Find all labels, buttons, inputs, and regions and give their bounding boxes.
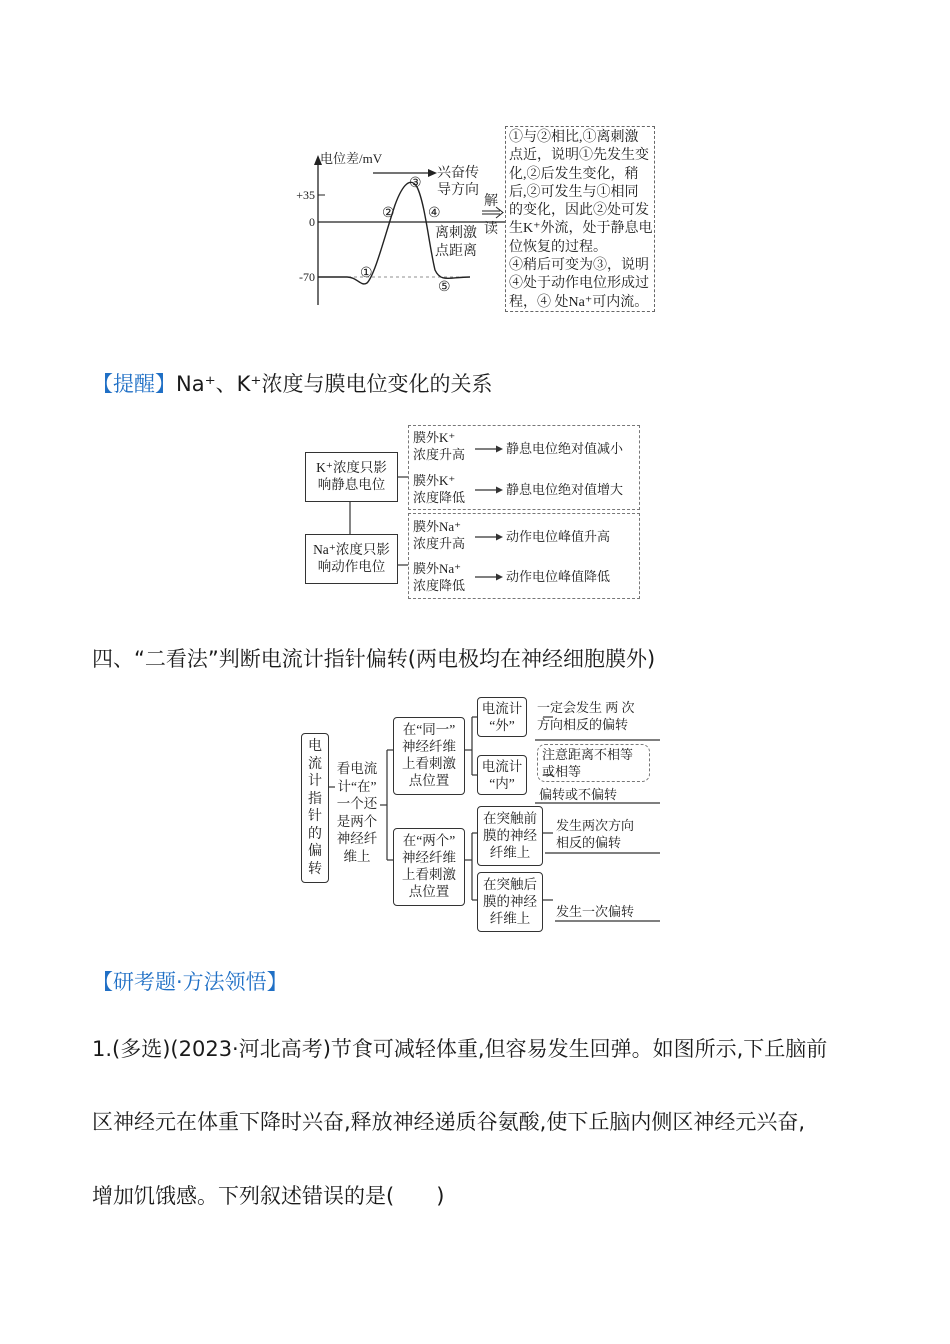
interp-line: 的变化，因此②处可发 xyxy=(509,203,649,219)
two-line: 上看刺激 xyxy=(402,867,456,882)
question1-line1: 1.(多选)(2023·河北高考)节食可减轻体重,但容易发生回弹。如图所示,下丘脑前 xyxy=(92,1037,828,1061)
k-down-line1: 膜外K⁺ xyxy=(413,473,456,488)
na-down-line2: 浓度降低 xyxy=(413,578,466,593)
na-up-line1: 膜外Na⁺ xyxy=(413,519,462,534)
interp-line: ①与②相比,①离刺激 xyxy=(509,130,639,145)
root-char: 偏 xyxy=(308,844,322,859)
question1-line2: 区神经元在体重下降时兴奋,释放神经递质谷氨酸,使下丘脑内侧区神经元兴奋, xyxy=(92,1110,806,1134)
interp-line: 后,②可发生与①相同 xyxy=(509,184,639,200)
point-5: ⑤ xyxy=(438,280,451,295)
root-char: 转 xyxy=(308,861,322,877)
root-char: 流 xyxy=(308,756,322,772)
pre-line: 膜的神经 xyxy=(483,828,537,843)
look-line: 看电流 xyxy=(336,761,378,776)
outer-result-line: 一定会发生 两 次 xyxy=(537,700,635,715)
tick-minus70: -70 xyxy=(299,270,315,284)
interp-line: 生K⁺外流，处于静息电 xyxy=(509,221,653,237)
same-line: 神经纤维 xyxy=(402,739,456,754)
distance-note xyxy=(537,744,650,782)
question1-line3: 增加饥饿感。下列叙述错误的是( ) xyxy=(92,1184,445,1208)
pre-result-line: 发生两次方向 xyxy=(556,818,635,833)
interpretation-box xyxy=(505,126,655,312)
presynaptic-box xyxy=(477,806,543,866)
na-down-label xyxy=(413,560,465,594)
root-char: 针 xyxy=(308,809,322,824)
k-up-result: 静息电位绝对值减小 xyxy=(506,441,624,456)
read-char-1: 解 xyxy=(484,194,498,209)
k-down-line2: 浓度降低 xyxy=(413,490,466,505)
k-up-line2: 浓度升高 xyxy=(413,447,466,462)
meter-outer-box xyxy=(477,697,527,737)
look-line: 维上 xyxy=(343,848,371,864)
interp-line: 位恢复的过程。 xyxy=(509,239,607,255)
point-1: ① xyxy=(360,266,373,281)
post-result: 发生一次偏转 xyxy=(556,904,635,919)
na-up-line2: 浓度升高 xyxy=(413,536,466,551)
pre-line: 在突触前 xyxy=(483,811,537,826)
postsynaptic-box xyxy=(477,872,543,932)
section4-title: 四、“二看法”判断电流计指针偏转(两电极均在神经细胞膜外) xyxy=(92,647,656,671)
same-line: 上看刺激 xyxy=(402,756,456,771)
pre-result-line: 相反的偏转 xyxy=(556,835,622,850)
two-line: 点位置 xyxy=(408,884,450,899)
outer-result-line: 方向相反的偏转 xyxy=(537,717,629,732)
interp-line: 程，④ 处Na⁺可内流。 xyxy=(509,294,649,310)
look-line: 一个还 xyxy=(336,796,378,811)
k-down-label xyxy=(413,472,465,506)
x-label-1: 离刺激 xyxy=(435,226,477,241)
study-section-title: 【研考题·方法领悟】 xyxy=(92,970,288,994)
same-fiber-box xyxy=(393,717,465,795)
look-line: 是两个 xyxy=(336,813,378,829)
inner-line: “内” xyxy=(489,776,515,791)
inner-result: 偏转或不偏转 xyxy=(539,787,618,802)
k-up-line1: 膜外K⁺ xyxy=(413,430,456,445)
two-line: 神经纤维 xyxy=(402,850,456,865)
na-box-line: 响动作电位 xyxy=(317,559,386,574)
interp-line: ④稍后可变为③，说明 xyxy=(509,258,649,274)
read-char-2: 读 xyxy=(484,222,498,237)
membrane-potential-figure xyxy=(285,125,505,315)
root-char: 电 xyxy=(308,739,322,754)
na-concentration-box xyxy=(305,534,398,584)
reminder-tag: 【提醒】 xyxy=(92,372,176,396)
na-box-line: Na⁺浓度只影 xyxy=(313,542,390,557)
reminder-text: Na⁺、K⁺浓度与膜电位变化的关系 xyxy=(176,372,493,396)
post-line: 在突触后 xyxy=(483,877,537,892)
post-line: 膜的神经 xyxy=(483,894,537,909)
note-line: 或相等 xyxy=(542,764,582,779)
na-down-result: 动作电位峰值降低 xyxy=(506,569,611,584)
k-box-line: K⁺浓度只影 xyxy=(316,460,387,475)
interp-line: 化,②后发生变化，稍 xyxy=(509,166,639,182)
post-line: 纤维上 xyxy=(489,911,531,926)
point-4: ④ xyxy=(428,206,441,221)
root-char: 计 xyxy=(308,774,322,789)
outer-line: 电流计 xyxy=(481,701,523,716)
na-up-result: 动作电位峰值升高 xyxy=(506,529,611,544)
two-line: 在“两个” xyxy=(402,833,456,848)
root-box xyxy=(301,733,329,883)
k-down-result: 静息电位绝对值增大 xyxy=(506,482,624,497)
inner-line: 电流计 xyxy=(481,759,523,774)
pre-line: 纤维上 xyxy=(489,845,531,860)
root-char: 的 xyxy=(308,826,322,842)
tick-zero: 0 xyxy=(309,215,315,229)
k-concentration-box xyxy=(305,452,398,502)
look-line: 计“在” xyxy=(337,778,377,794)
look-line: 神经纤 xyxy=(336,831,378,846)
y-axis-label: 电位差/mV xyxy=(320,151,383,166)
k-up-label xyxy=(413,429,465,463)
arrow-label-1: 兴奋传 xyxy=(437,166,479,181)
point-2: ② xyxy=(382,206,395,221)
look-text xyxy=(333,760,381,865)
na-down-line1: 膜外Na⁺ xyxy=(413,561,462,576)
point-3: ③ xyxy=(409,176,422,191)
x-label-2: 点距离 xyxy=(435,244,477,259)
same-line: 在“同一” xyxy=(402,722,456,737)
same-line: 点位置 xyxy=(408,773,450,788)
meter-inner-box xyxy=(477,755,527,795)
pre-result xyxy=(556,817,634,851)
interp-line: ④处于动作电位形成过 xyxy=(509,276,649,292)
k-box-line: 响静息电位 xyxy=(317,477,386,492)
tick-plus35: +35 xyxy=(296,188,315,202)
root-char: 指 xyxy=(308,791,322,807)
note-line: 注意距离不相等 xyxy=(542,747,634,762)
na-up-label xyxy=(413,518,465,552)
arrow-label-2: 导方向 xyxy=(437,183,479,198)
interp-line: 点近，说明①先发生变 xyxy=(509,148,649,164)
outer-line: “外” xyxy=(489,718,515,733)
two-fibers-box xyxy=(393,828,465,906)
outer-result xyxy=(537,699,635,733)
reminder-heading xyxy=(92,368,493,398)
